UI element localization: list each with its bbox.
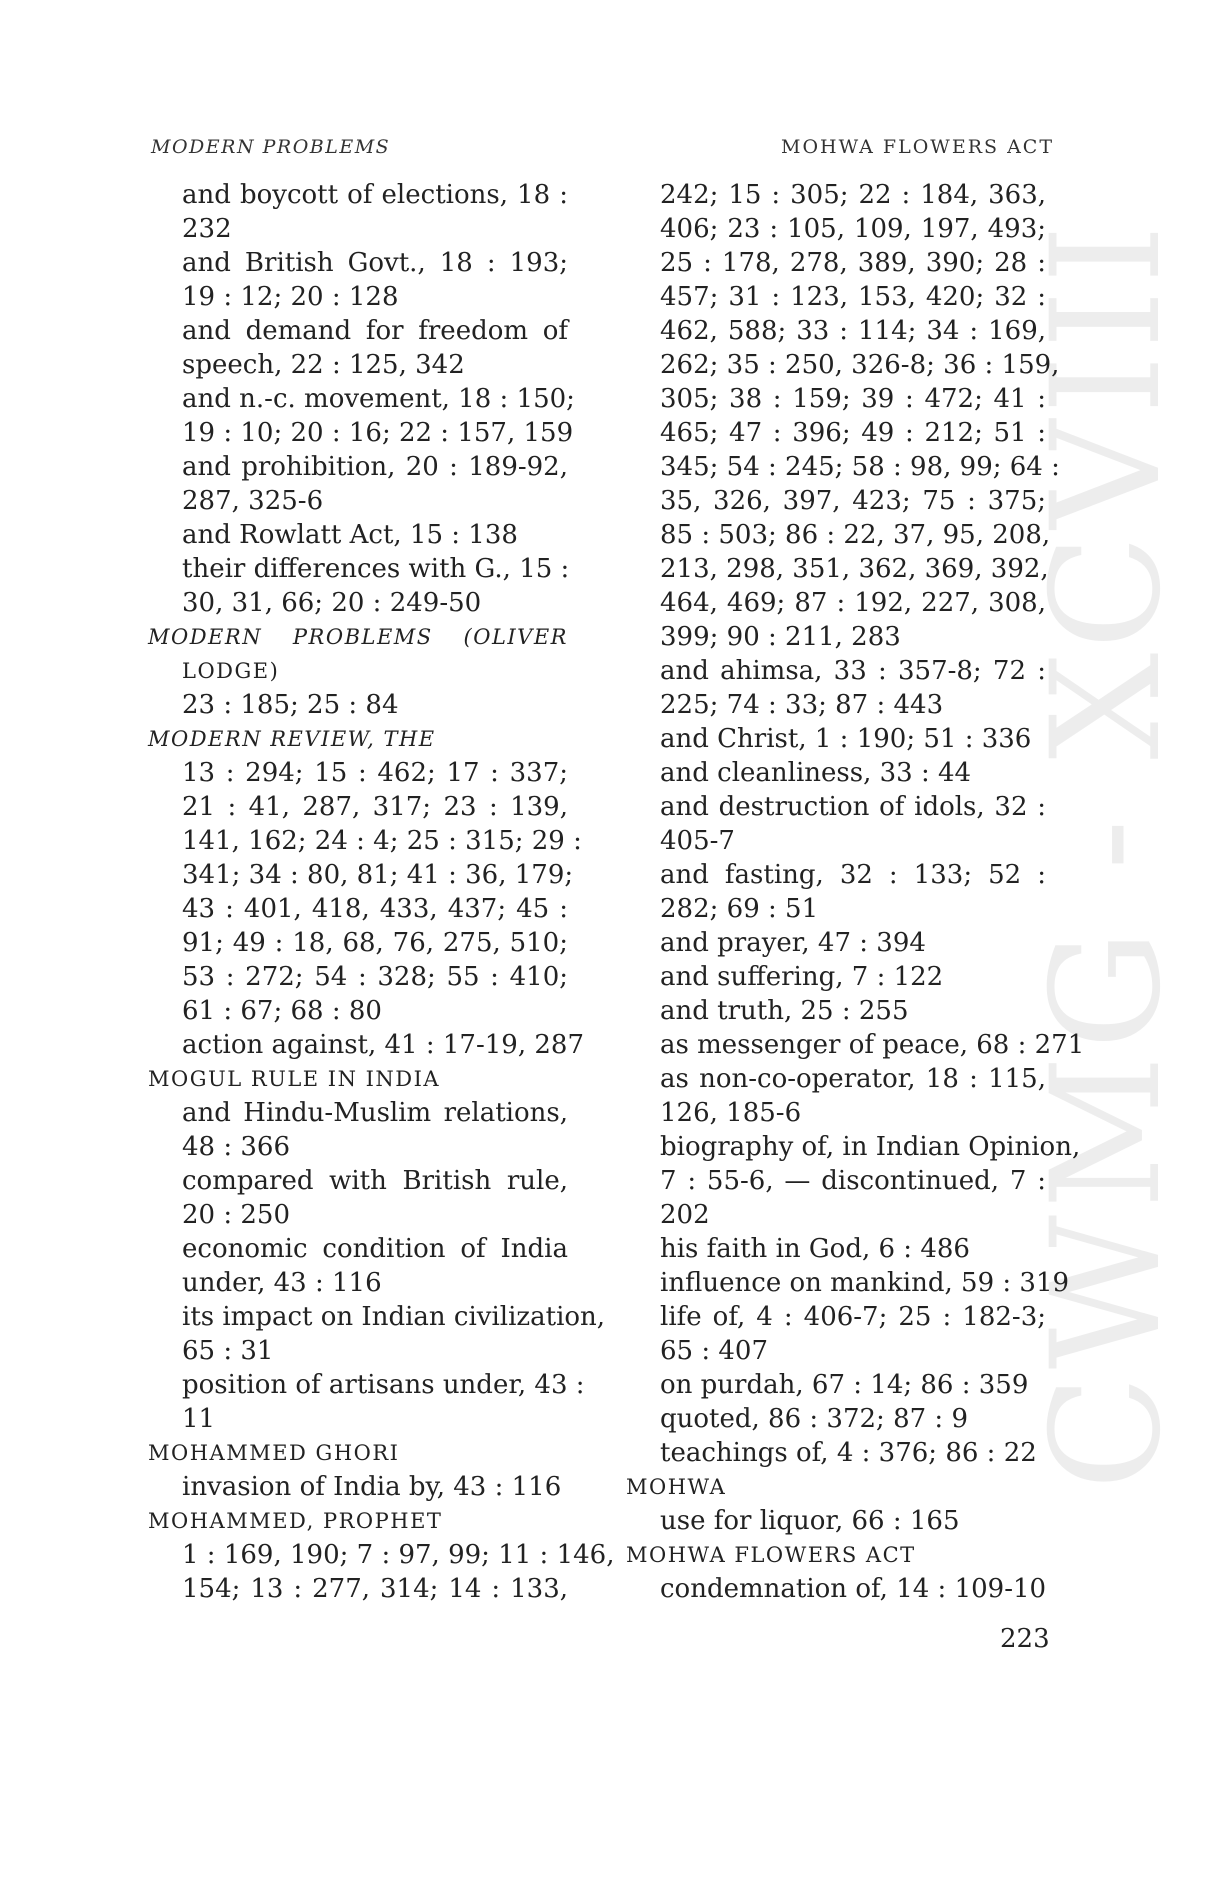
index-heading: MODERN PROBLEMS (OLIVER: [148, 625, 568, 649]
index-line: 464, 469; 87 : 192, 227, 308,: [660, 588, 1046, 618]
index-line: 21 : 41, 287, 317; 23 : 139,: [182, 792, 568, 822]
index-line: 1 : 169, 190; 7 : 97, 99; 11 : 146,: [182, 1540, 615, 1570]
index-line: 341; 34 : 80, 81; 41 : 36, 179;: [182, 860, 574, 890]
index-line: and cleanliness, 33 : 44: [660, 758, 972, 788]
page-number: 223: [1000, 1624, 1050, 1654]
watermark: CWMG - XCVIII: [1020, 218, 1194, 1490]
index-line: and suffering, 7 : 122: [660, 962, 944, 992]
index-line: 65 : 407: [660, 1336, 768, 1366]
index-line: and destruction of idols, 32 :: [660, 792, 1046, 822]
running-header-right: MOHWA FLOWERS ACT: [780, 136, 1054, 158]
right-column: [626, 178, 1085, 1606]
index-line: life of, 4 : 406-7; 25 : 182-3;: [660, 1302, 1046, 1332]
index-line: 20 : 250: [182, 1200, 290, 1230]
index-line: 202: [660, 1200, 710, 1230]
index-line: 23 : 185; 25 : 84: [182, 690, 399, 720]
index-line: 282; 69 : 51: [660, 894, 819, 924]
index-heading: MODERN REVIEW, THE: [148, 727, 436, 751]
index-line: 19 : 10; 20 : 16; 22 : 157, 159: [182, 418, 574, 448]
index-line: and Hindu-Muslim relations,: [182, 1098, 568, 1128]
index-line: 43 : 401, 418, 433, 437; 45 :: [182, 894, 568, 924]
index-line: and truth, 25 : 255: [660, 996, 909, 1026]
index-line: 242; 15 : 305; 22 : 184, 363,: [660, 180, 1046, 210]
index-line: 232: [182, 214, 232, 244]
index-line: 25 : 178, 278, 389, 390; 28 :: [660, 248, 1046, 278]
index-line: 225; 74 : 33; 87 : 443: [660, 690, 944, 720]
index-line: action against, 41 : 17-19, 287: [182, 1030, 584, 1060]
index-line: on purdah, 67 : 14; 86 : 359: [660, 1370, 1029, 1400]
index-line: 85 : 503; 86 : 22, 37, 95, 208,: [660, 520, 1051, 550]
index-line: condemnation of, 14 : 109-10: [660, 1574, 1047, 1604]
index-line: 345; 54 : 245; 58 : 98, 99; 64 :: [660, 452, 1060, 482]
index-line: and ahimsa, 33 : 357-8; 72 :: [660, 656, 1046, 686]
index-line: 287, 325-6: [182, 486, 324, 516]
index-line: 91; 49 : 18, 68, 76, 275, 510;: [182, 928, 568, 958]
index-line: 141, 162; 24 : 4; 25 : 315; 29 :: [182, 826, 582, 856]
index-line: 126, 185-6: [660, 1098, 802, 1128]
index-line: and demand for freedom of: [182, 316, 568, 346]
index-line: their differences with G., 15 :: [182, 554, 570, 584]
index-line: influence on mankind, 59 : 319: [660, 1268, 1070, 1298]
running-header-left: MODERN PROBLEMS: [151, 136, 391, 158]
index-line: 35, 326, 397, 423; 75 : 375;: [660, 486, 1046, 516]
index-line: and prayer, 47 : 394: [660, 928, 926, 958]
index-line: position of artisans under, 43 :: [182, 1370, 585, 1400]
index-line: its impact on Indian civilization,: [182, 1302, 606, 1332]
index-line: 61 : 67; 68 : 80: [182, 996, 382, 1026]
index-line: 154; 13 : 277, 314; 14 : 133,: [182, 1574, 568, 1604]
index-line: 7 : 55-6, — discontinued, 7 :: [660, 1166, 1046, 1196]
index-line: as non-co-operator, 18 : 115,: [660, 1064, 1046, 1094]
index-line: and boycott of elections, 18 :: [182, 180, 568, 210]
index-line: 48 : 366: [182, 1132, 290, 1162]
index-line: 462, 588; 33 : 114; 34 : 169,: [660, 316, 1046, 346]
index-line: and prohibition, 20 : 189-92,: [182, 452, 568, 482]
index-line: 13 : 294; 15 : 462; 17 : 337;: [182, 758, 568, 788]
index-line: 53 : 272; 54 : 328; 55 : 410;: [182, 962, 568, 992]
index-line: speech, 22 : 125, 342: [182, 350, 465, 380]
index-line: 405-7: [660, 826, 735, 856]
index-line: 262; 35 : 250, 326-8; 36 : 159,: [660, 350, 1060, 380]
index-line: 305; 38 : 159; 39 : 472; 41 :: [660, 384, 1046, 414]
index-line: biography of, in Indian Opinion,: [660, 1132, 1081, 1162]
index-line: under, 43 : 116: [182, 1268, 382, 1298]
index-line: 65 : 31: [182, 1336, 274, 1366]
index-heading: MOHWA: [626, 1475, 727, 1499]
index-line: invasion of India by, 43 : 116: [182, 1472, 562, 1502]
index-line: 213, 298, 351, 362, 369, 392,: [660, 554, 1049, 584]
left-column: [148, 178, 615, 1606]
index-line: and Christ, 1 : 190; 51 : 336: [660, 724, 1032, 754]
index-line: 406; 23 : 105, 109, 197, 493;: [660, 214, 1046, 244]
index-line: and Rowlatt Act, 15 : 138: [182, 520, 518, 550]
index-heading: MOHAMMED GHORI: [148, 1441, 400, 1465]
index-line: as messenger of peace, 68 : 271: [660, 1030, 1085, 1060]
index-line: and n.-c. movement, 18 : 150;: [182, 384, 575, 414]
index-line: use for liquor, 66 : 165: [660, 1506, 960, 1536]
index-line: compared with British rule,: [182, 1166, 568, 1196]
index-line: and British Govt., 18 : 193;: [182, 248, 568, 278]
index-line: 465; 47 : 396; 49 : 212; 51 :: [660, 418, 1046, 448]
index-heading: MOGUL RULE IN INDIA: [148, 1067, 441, 1091]
index-line: his faith in God, 6 : 486: [660, 1234, 970, 1264]
index-line: quoted, 86 : 372; 87 : 9: [660, 1404, 968, 1434]
index-line: teachings of, 4 : 376; 86 : 22: [660, 1438, 1037, 1468]
index-line: 19 : 12; 20 : 128: [182, 282, 399, 312]
index-line: and fasting, 32 : 133; 52 :: [660, 860, 1046, 890]
index-line: economic condition of India: [182, 1234, 568, 1264]
index-line: 457; 31 : 123, 153, 420; 32 :: [660, 282, 1046, 312]
index-heading: MOHAMMED, PROPHET: [148, 1509, 443, 1533]
index-line: 11: [182, 1404, 216, 1434]
index-heading: MOHWA FLOWERS ACT: [626, 1543, 916, 1567]
index-line: 30, 31, 66; 20 : 249-50: [182, 588, 482, 618]
index-line: 399; 90 : 211, 283: [660, 622, 901, 652]
index-heading: LODGE): [182, 659, 280, 683]
